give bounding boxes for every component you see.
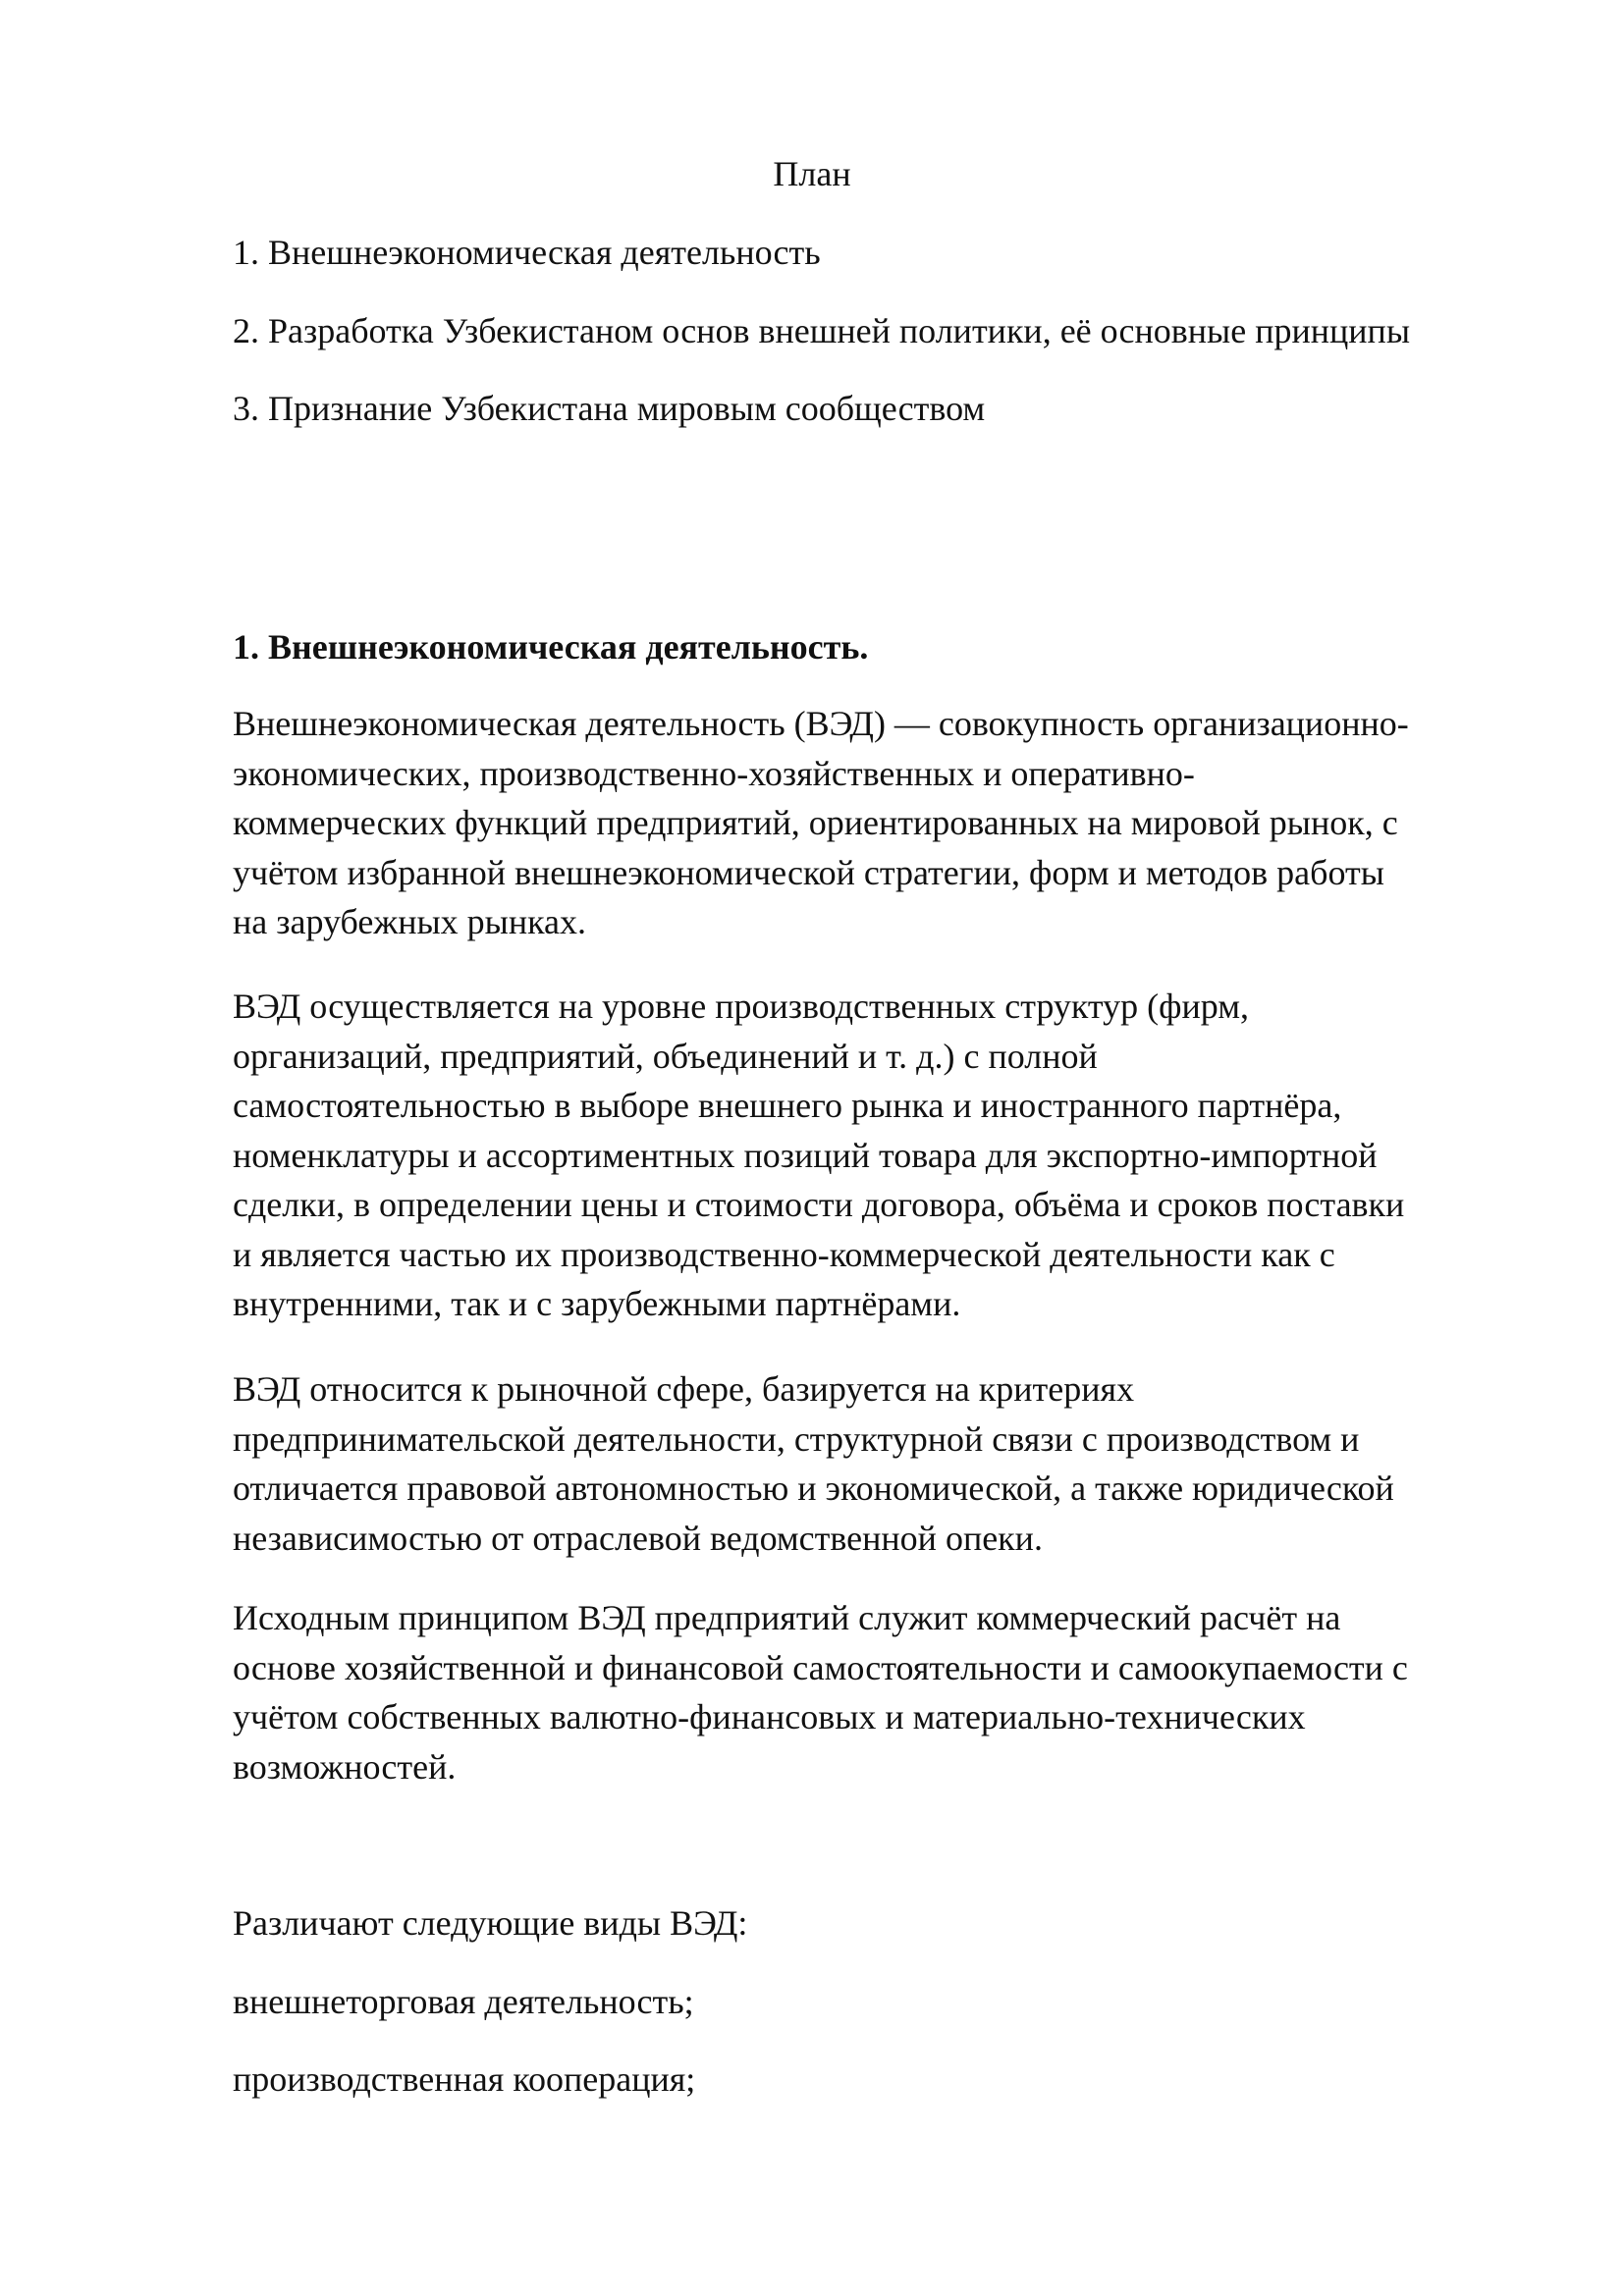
paragraph-line: внутренними, так и с зарубежными партнёрами. xyxy=(233,1284,961,1323)
plan-item-1: 1. Внешнеэкономическая деятельность xyxy=(233,233,821,272)
section-heading: 1. Внешнеэкономическая деятельность. xyxy=(233,627,869,667)
paragraph-line: экономических, производственно-хозяйственных и оперативно- xyxy=(233,753,1195,793)
paragraph-line: учётом собственных валютно-финансовых и материально-технических xyxy=(233,1697,1306,1736)
paragraph-line: Внешнеэкономическая деятельность (ВЭД) — совокупность организационно- xyxy=(233,704,1409,743)
paragraph-line: возможностей. xyxy=(233,1746,457,1787)
paragraph-principle xyxy=(233,1593,1548,1791)
paragraph-line: сделки, в определении цены и стоимости договора, объёма и сроков поставки xyxy=(233,1185,1405,1224)
paragraph-line: коммерческих функций предприятий, ориентированных на мировой рынок, с xyxy=(233,803,1398,842)
paragraph-line: учётом избранной внешнеэкономической стратегии, форм и методов работы xyxy=(233,852,1384,892)
paragraph-line: независимостью от отраслевой ведомственной опеки. xyxy=(233,1518,1043,1558)
paragraph-line: организаций, предприятий, объединений и т. д.) с полной xyxy=(233,1036,1098,1076)
plan-item-3: 3. Признание Узбекистана мировым сообществом xyxy=(233,389,986,428)
paragraph-line: предпринимательской деятельности, структурной связи с производством и xyxy=(233,1418,1360,1459)
paragraph-line: номенклатуры и ассортиментных позиций товара для экспортно-импортной xyxy=(233,1135,1378,1175)
paragraph-definition xyxy=(233,699,1548,947)
paragraph-line: ВЭД осуществляется на уровне производственных структур (фирм, xyxy=(233,987,1249,1026)
type-item-1: внешнеторговая деятельность; xyxy=(233,1982,694,2021)
paragraph-line: Исходным принципом ВЭД предприятий служит коммерческий расчёт на xyxy=(233,1598,1341,1637)
paragraph-line: ВЭД относится к рыночной сфере, базируется на критериях xyxy=(233,1369,1135,1409)
paragraph-line: на зарубежных рынках. xyxy=(233,902,587,941)
types-intro: Различают следующие виды ВЭД: xyxy=(233,1903,748,1943)
paragraph-line: самостоятельностью в выборе внешнего рынка и иностранного партнёра, xyxy=(233,1086,1342,1125)
paragraph-line: основе хозяйственной и финансовой самостоятельности и самоокупаемости с xyxy=(233,1647,1408,1687)
paragraph-line: отличается правовой автономностью и экономической, а также юридической xyxy=(233,1468,1394,1508)
paragraph-market-sphere xyxy=(233,1364,1548,1563)
page-title: План xyxy=(773,154,851,193)
paragraph-line: и является частью их производственно-коммерческой деятельности как с xyxy=(233,1234,1335,1274)
type-item-2: производственная кооперация; xyxy=(233,2059,696,2099)
paragraph-scope xyxy=(233,982,1548,1329)
plan-item-2: 2. Разработка Узбекистаном основ внешней политики, её основные принципы xyxy=(233,311,1411,350)
